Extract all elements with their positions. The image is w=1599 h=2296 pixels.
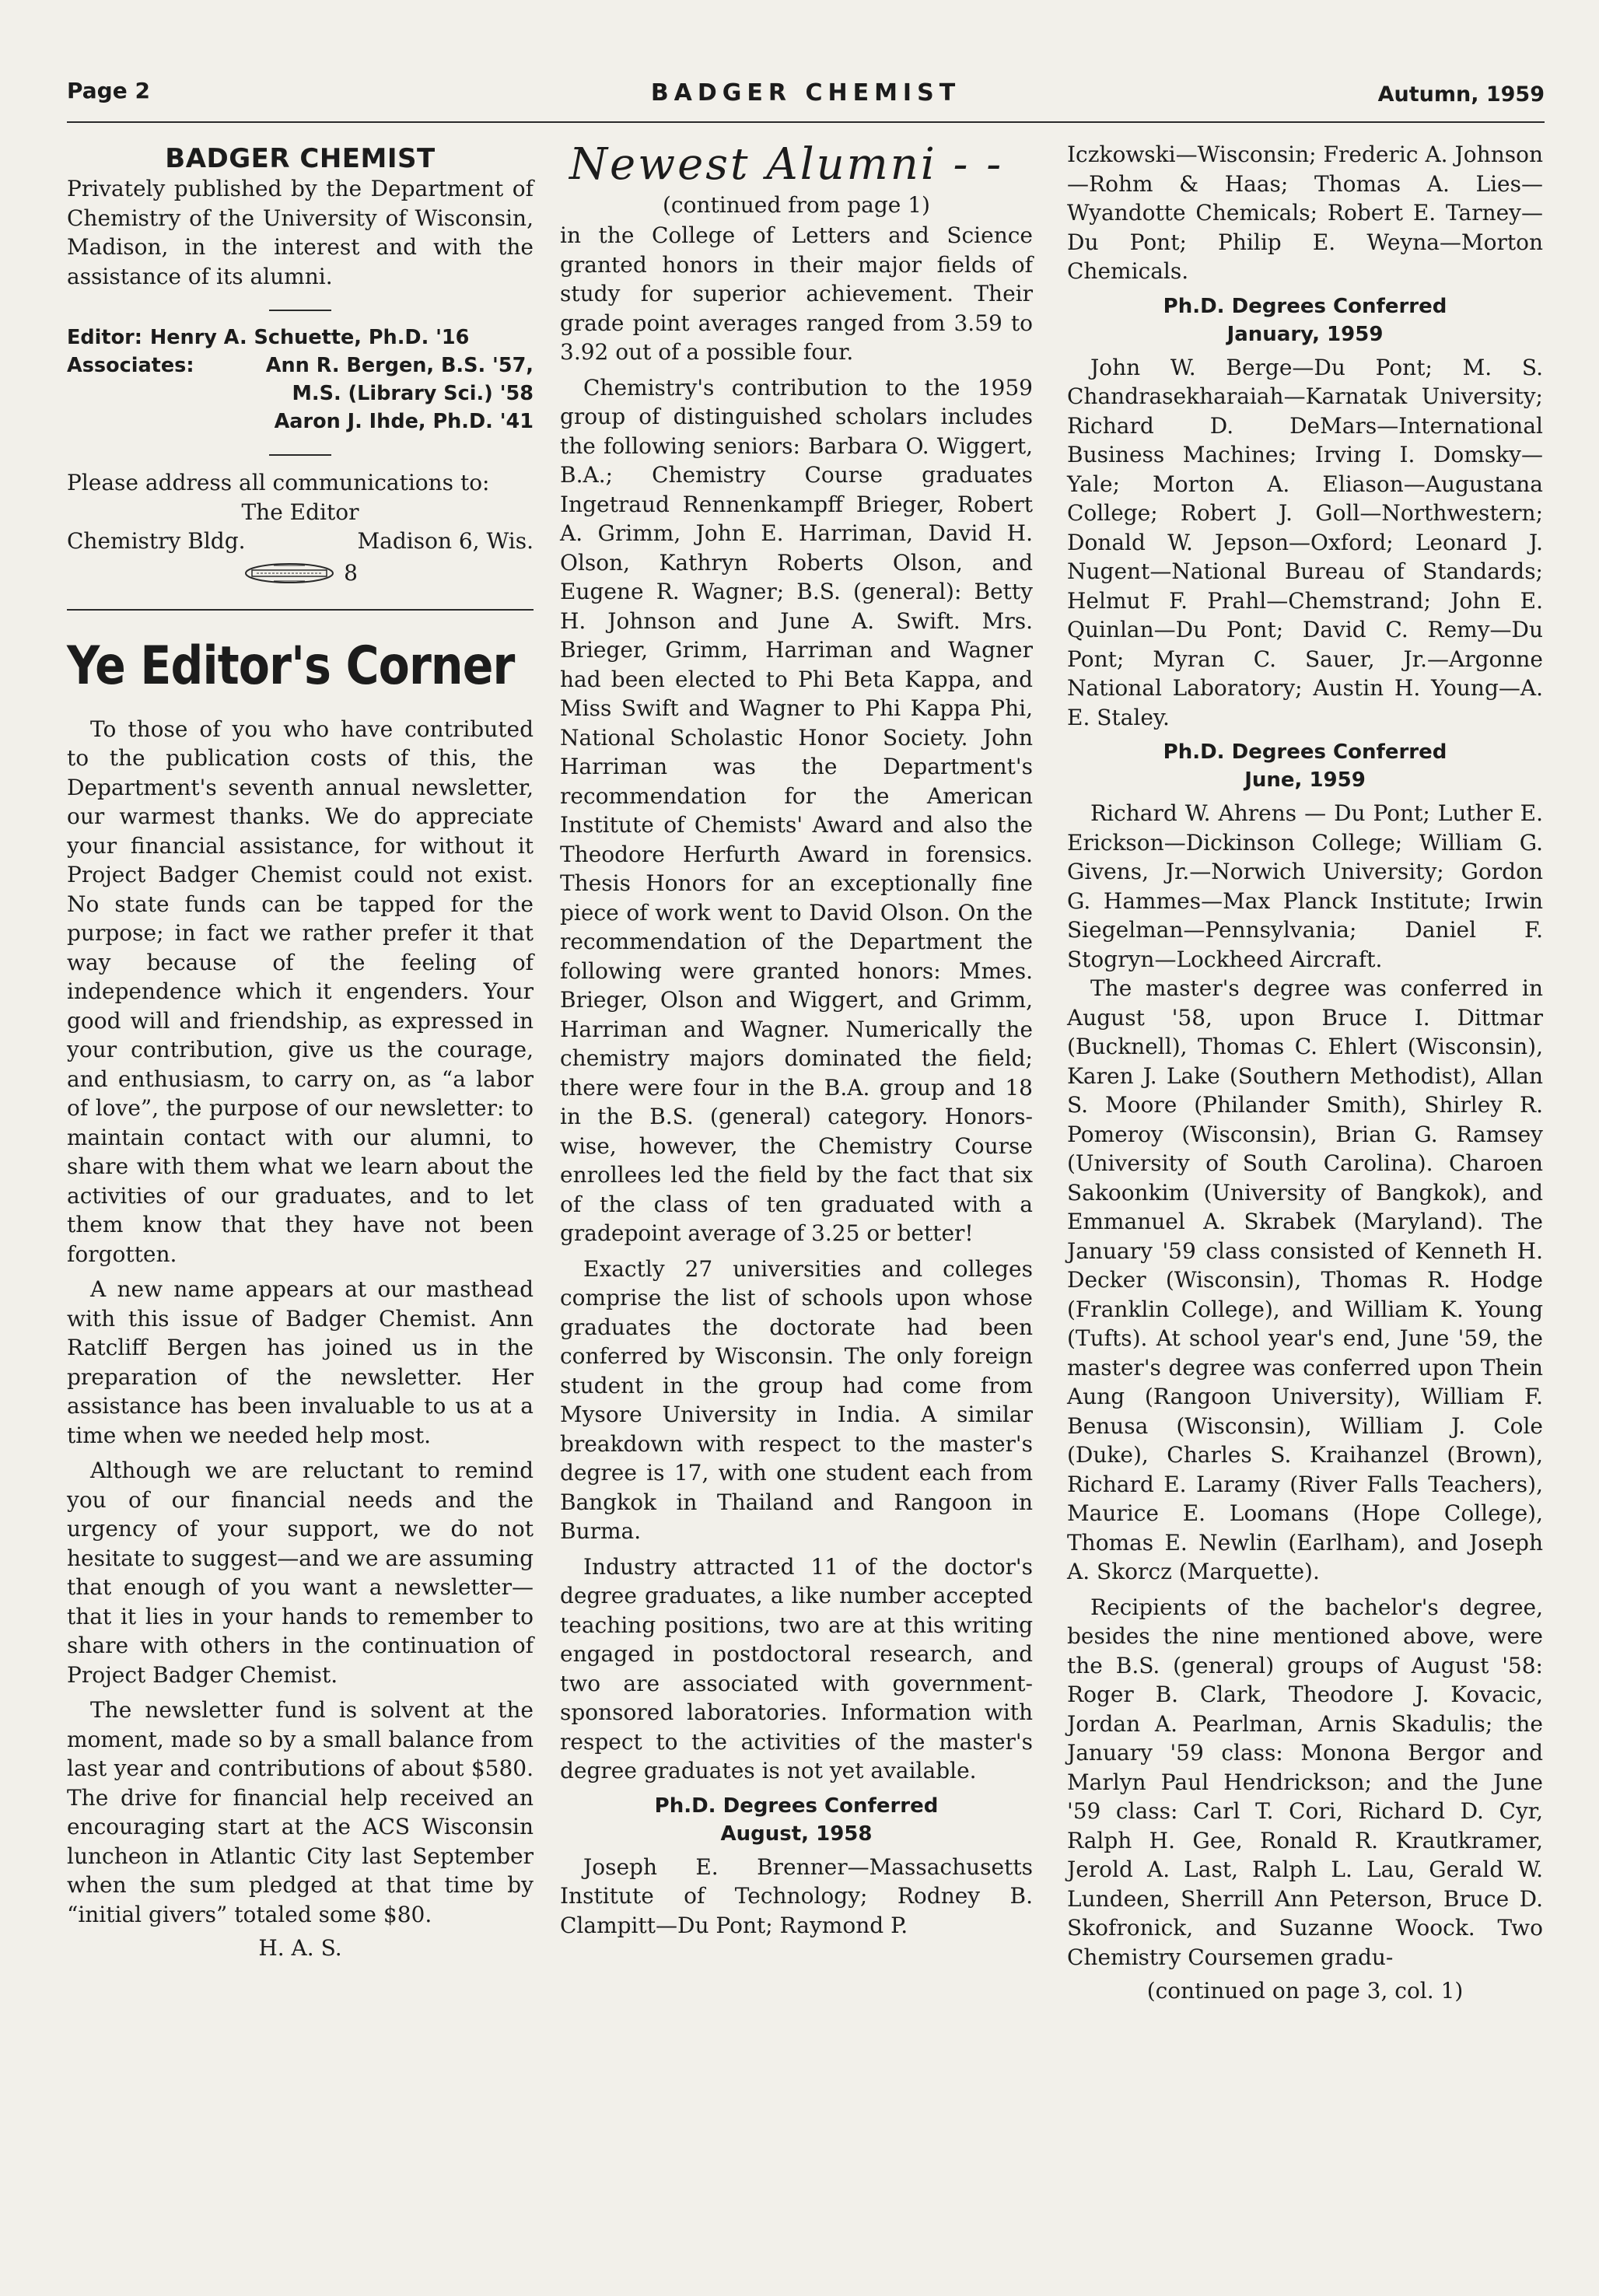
divider xyxy=(269,310,331,311)
running-header xyxy=(67,75,1545,123)
union-label xyxy=(67,558,534,589)
staff-role: Associates: xyxy=(67,354,194,377)
paragraph: in the College of Letters and Science granted honors in their major fields of study for superior achievement. Their grade point averages ranged from 3.59 to 3.92 out of a possible four. xyxy=(560,222,1033,365)
paragraph: Recipients of the bachelor's degree, besides the nine mentioned above, were the B.S. (general) groups of August '58: Roger B. Clark, Theodore J. Kovacic, Jordan A. Pearlman, Arnis Skadulis; the January '59 class: Monona Bergor and Marlyn Paul Hendrickson; and the June '59 class: Carl T. Cori, Richard D. Cyr, Ralph H. Gee, Ronald R. Krautkramer, Jerold A. Last, Ralph L. Lau, Gerald W. Lundeen, Sherrill Ann Peterson, Bruce D. Skofronick, and Suzanne Woock. Two Chemistry Coursemen gradu- xyxy=(1067,1594,1543,1970)
degree-list: Richard W. Ahrens — Du Pont; Luther E. Erickson—Dickinson College; William G. Givens, Jr.—Norwich University; Gordon G. Hammes—Max Planck Institute; Irwin Siegelman—Pennsylvania; Daniel F. Stogryn—Lockheed Aircraft. xyxy=(1067,800,1543,972)
column-right xyxy=(1067,140,1543,2004)
editor-initials: H. A. S. xyxy=(258,1935,342,1961)
heading-date: August, 1958 xyxy=(720,1822,873,1846)
heading-line: Ph.D. Degrees Conferred xyxy=(1163,294,1447,318)
staff-names: M.S. (Library Sci.) '58 xyxy=(292,382,534,405)
section-heading xyxy=(1067,292,1543,348)
union-number: 8 xyxy=(344,560,358,586)
degree-list: Iczkowski—Wisconsin; Frederic A. Johnson—Rohm & Haas; Thomas A. Lies—Wyandotte Chemicals; Robert E. Tarney—Du Pont; Philip E. Weyna—Morton Chemicals. xyxy=(1067,142,1543,284)
paragraph: Exactly 27 universities and colleges comprise the list of schools upon whose graduates the doctorate had been conferred by Wisconsin. The only foreign student in the group had come from Mysore University in India. A similar breakdown with respect to the master's degree is 17, with one student each from Bangkok in Thailand and Rangoon in Burma. xyxy=(560,1255,1033,1544)
editors-corner xyxy=(67,635,534,1962)
paragraph: The newsletter fund is solvent at the moment, made so by a small balance from last year and contributions of about $580. The drive for financial help received an encouraging start at the ACS Wisconsin luncheon in Atlantic City last September when the sum pledged at that time by “initial givers” totaled some $80. xyxy=(67,1697,534,1927)
paragraph: Chemistry's contribution to the 1959 group of distinguished scholars includes the following seniors: Barbara O. Wiggert, B.A.; Chemistry Course graduates Ingetraud Rennenkampff Brieger, Robert A. Grimm, John E. Harriman, David H. Olson, Kathryn Roberts Olson, and Eugene R. Wagner; B.S. (general): Betty H. Johnson and June A. Swift. Mrs. Brieger, Grimm, Harriman and Wagner had been elected to Phi Beta Kappa, and Miss Swift and Wagner to Phi Kappa Phi, National Scholastic Honor Society. John Harriman was the Department's recommendation for the American Institute of Chemists' Award and also the Theodore Herfurth Award in forensics. Thesis Honors for an exceptionally fine piece of work went to David Olson. On the recommendation of the Department the following were granted honors: Mmes. Brieger, Olson and Wiggert, and Grimm, Harriman and Wagner. Numerically the chemistry majors dominated the field; there were four in the B.A. group and 18 in the B.S. (general) category. Honors-wise, however, the Chemistry Course enrollees led the field by the fact that six of the class of ten graduated with a gradepoint average of 3.25 or better! xyxy=(560,374,1033,1246)
divider xyxy=(269,454,331,456)
address-building: Chemistry Bldg. xyxy=(67,528,246,554)
continued-on-note: (continued on page 3, col. 1) xyxy=(1146,1978,1464,2004)
staff-row xyxy=(67,324,534,352)
degree-list: John W. Berge—Du Pont; M. S. Chandrasekharaiah—Karnatak University; Richard D. DeMars—International Business Machines; Irving I. Domsky—Yale; Morton A. Eliason—Augustana College; Robert J. Goll—Northwestern; Donald W. Jepson—Oxford; Leonard J. Nugent—National Bureau of Standards; Helmut F. Prahl—Chemstrand; John E. Quinlan—Du Pont; David C. Remy—Du Pont; Myran C. Sauer, Jr.—Argonne National Laboratory; Austin H. Young—A. E. Staley. xyxy=(1067,354,1543,730)
address-line xyxy=(67,527,534,556)
column-middle xyxy=(560,140,1033,1940)
staff-list xyxy=(67,324,534,436)
masthead-title: BADGER CHEMIST xyxy=(165,143,436,174)
section-heading xyxy=(560,1792,1033,1848)
paragraph: The master's degree was conferred in August '58, upon Bruce I. Dittmar (Bucknell), Thomas C. Ehlert (Wisconsin), Karen J. Lake (Southern Methodist), Allan S. Moore (Philander Smith), Shirley R. Pomeroy (Wisconsin), Brian G. Ramsey (University of South Carolina). Charoen Sakoonkim (University of Bangkok), and Emmanuel A. Skrabek (Maryland). The January '59 class consisted of Kenneth H. Decker (Wisconsin), Thomas R. Hodge (Franklin College), and William K. Young (Tufts). At school year's end, June '59, the master's degree was conferred upon Thein Aung (Rangoon University), William F. Benusa (Wisconsin), William J. Cole (Duke), Charles S. Kraihanzel (Brown), Richard E. Laramy (River Falls Teachers), Maurice E. Loomans (Hope College), Thomas E. Newlin (Earlham), and Joseph A. Skorcz (Marquette). xyxy=(1067,975,1543,1584)
heading-line: Ph.D. Degrees Conferred xyxy=(654,1794,939,1818)
column-left xyxy=(67,140,534,1961)
staff-names: Ann R. Bergen, B.S. '57, xyxy=(265,354,534,377)
masthead-box xyxy=(67,143,534,589)
staff-names: Henry A. Schuette, Ph.D. '16 xyxy=(149,326,470,349)
staff-row xyxy=(67,352,534,380)
section-divider xyxy=(67,609,534,611)
heading-line: Ph.D. Degrees Conferred xyxy=(1163,740,1447,764)
masthead-description: Privately published by the Department of Chemistry of the University of Wisconsin, Madison, in the interest and with the assistance of its alumni. xyxy=(67,176,534,289)
staff-row xyxy=(67,380,534,408)
staff-row xyxy=(67,408,534,436)
paragraph: Industry attracted 11 of the doctor's degree graduates, a like number accepted teaching positions, two are at this writing engaged in postdoctoral research, and two are associated with government-sponsored laboratories. Information with respect to the activities of the master's degree graduates is not yet available. xyxy=(560,1553,1033,1783)
address-intro: Please address all communications to: xyxy=(67,470,490,495)
page-number: Page 2 xyxy=(67,78,150,103)
section-heading xyxy=(1067,738,1543,794)
continued-from-note: (continued from page 1) xyxy=(663,192,930,218)
union-bug-icon xyxy=(243,562,336,584)
paragraph: To those of you who have contributed to the publication costs of this, the Department's seventh annual newsletter, our warmest thanks. We do appreciate your financial assistance, for without it Project Badger Chemist could not exist. No state funds can be tapped for the purpose; in fact we rather prefer it that way because of the feeling of independence which it engenders. Your good will and friendship, as expressed in your contribution, give us the courage, and enthusiasm, to carry on, as “a labor of love”, the purpose of our newsletter: to maintain contact with our alumni, to share with them what we learn about the activities of our graduates, and to let them know that they have not been forgotten. xyxy=(67,716,534,1267)
newest-alumni-title: Newest Alumni - - xyxy=(569,139,1004,190)
publication-title: BADGER CHEMIST xyxy=(650,79,961,107)
address-recipient: The Editor xyxy=(241,499,359,525)
address-city: Madison 6, Wis. xyxy=(357,528,534,554)
editors-corner-title: Ye Editor's Corner xyxy=(67,635,515,697)
heading-date: January, 1959 xyxy=(1226,322,1384,346)
heading-date: June, 1959 xyxy=(1244,768,1366,792)
staff-role: Editor: xyxy=(67,326,142,349)
paragraph: Although we are reluctant to remind you of our financial needs and the urgency of your support, we do not hesitate to suggest—and we are assuming that enough of you want a newsletter—that it lies in your hands to remember to share with others in the continuation of Project Badger Chemist. xyxy=(67,1458,534,1688)
paragraph: A new name appears at our masthead with this issue of Badger Chemist. Ann Ratcliff Bergen has joined us in the preparation of the newsletter. Her assistance has been invaluable to us at a time when we needed help most. xyxy=(67,1276,534,1448)
issue-date: Autumn, 1959 xyxy=(1377,82,1545,107)
degree-list: Joseph E. Brenner—Massachusetts Institute of Technology; Rodney B. Clampitt—Du Pont; Raymond P. xyxy=(560,1853,1033,1938)
staff-names: Aaron J. Ihde, Ph.D. '41 xyxy=(274,410,534,433)
